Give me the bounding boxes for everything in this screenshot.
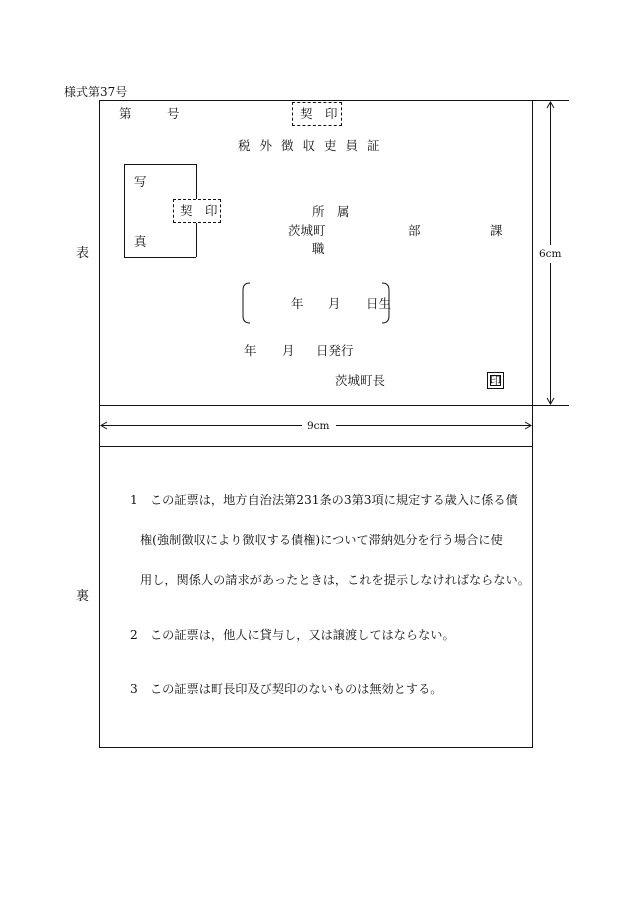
item2: 2 この証票は，他人に貸与し，又は譲渡してはならない。 xyxy=(130,628,455,642)
seal-photo-text: 契 印 xyxy=(180,203,218,218)
back-card xyxy=(99,446,533,748)
front-side-label: 表 xyxy=(76,246,90,261)
issue-month: 月 xyxy=(282,343,295,358)
height-label: 6cm xyxy=(539,248,562,260)
number-label: 第 xyxy=(119,106,132,121)
birth-year: 年 xyxy=(291,296,304,311)
official-seal-text: 印 xyxy=(490,374,501,387)
photo-top-text: 写 xyxy=(134,174,147,189)
affiliation-label: 所 属 xyxy=(312,204,350,219)
item1-line1: 1 この証票は，地方自治法第231条の3第3項に規定する歳入に係る債 xyxy=(130,493,518,507)
item3: 3 この証票は町長印及び契印のないものは無効とする。 xyxy=(130,682,443,696)
department-label: 部 xyxy=(408,223,421,238)
form-number: 様式第37号 xyxy=(64,85,128,99)
issue-day: 日発行 xyxy=(316,343,354,358)
photo-bottom-text: 真 xyxy=(134,234,147,249)
number-suffix: 号 xyxy=(167,106,180,121)
birth-month: 月 xyxy=(328,296,341,311)
card-title: 税外徴収吏員証 xyxy=(238,138,389,153)
issue-year: 年 xyxy=(244,343,257,358)
position-label: 職 xyxy=(312,241,325,256)
item1-line3: 用し，関係人の請求があったときは，これを提示しなければならない。 xyxy=(140,573,530,587)
seal-top-text: 契 印 xyxy=(300,106,338,121)
birth-day: 日生 xyxy=(366,296,392,311)
section-label: 課 xyxy=(490,223,503,238)
back-side-label: 裏 xyxy=(76,589,90,604)
item1-line2: 権(強制徴収により徴収する債権)について滞納処分を行う場合に使 xyxy=(140,533,503,547)
town-name: 茨城町 xyxy=(288,223,326,238)
mayor-title: 茨城町長 xyxy=(335,373,386,388)
width-label: 9cm xyxy=(307,420,330,432)
